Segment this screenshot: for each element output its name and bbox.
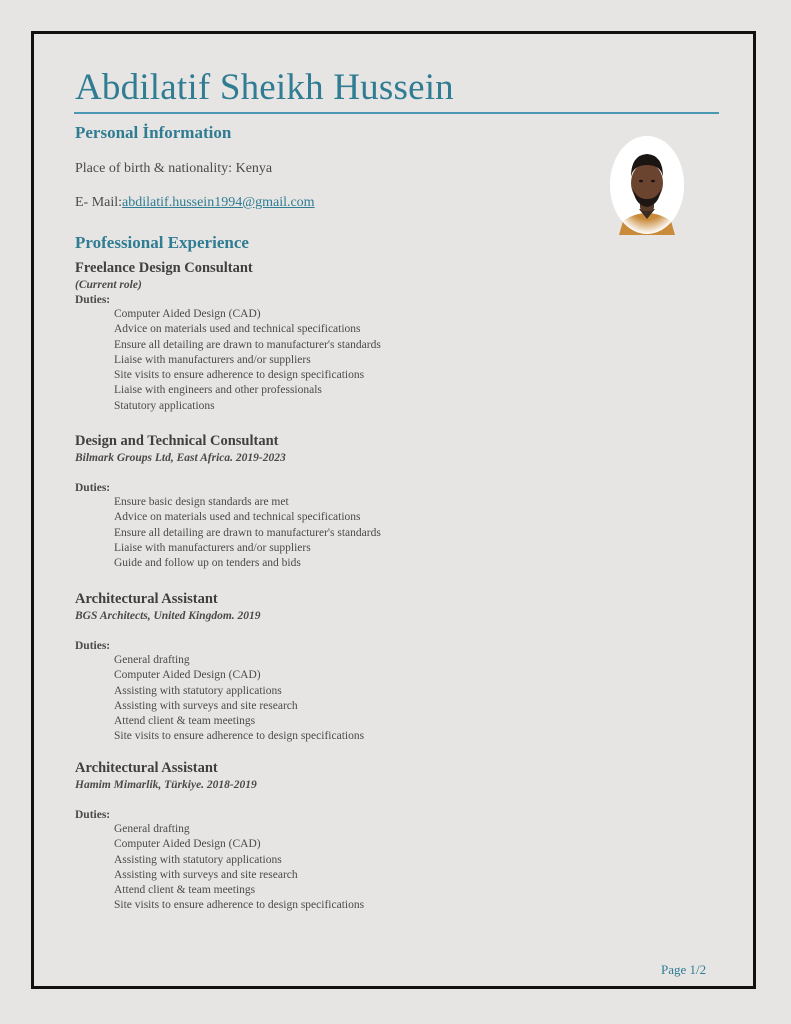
duty-item: Advice on materials used and technical specifications (114, 323, 361, 336)
duty-item: Liaise with manufacturers and/or suppliers (114, 541, 311, 554)
resume-name: Abdilatif Sheikh Hussein (75, 67, 454, 108)
duty-item: Statutory applications (114, 399, 215, 412)
duty-item: Attend client & team meetings (114, 715, 256, 728)
job-title: Freelance Design Consultant (75, 260, 253, 276)
duty-item: Site visits to ensure adherence to design specifications (114, 730, 365, 743)
birth-label: Place of birth & nationality: (75, 161, 233, 176)
duty-item: Ensure all detailing are drawn to manufacturer's standards (114, 338, 381, 351)
job-company: BGS Architects, United Kingdom. 2019 (75, 610, 261, 622)
page-number: Page 1/2 (661, 962, 707, 977)
duty-item: Computer Aided Design (CAD) (114, 669, 261, 682)
profile-photo (609, 135, 685, 235)
job-title: Architectural Assistant (75, 591, 218, 607)
professional-experience-heading: Professional Experience (75, 233, 249, 252)
job-entry (75, 760, 364, 914)
duty-item: Site visits to ensure adherence to design specifications (114, 369, 365, 382)
duty-item: Computer Aided Design (CAD) (114, 838, 261, 851)
header-rule (74, 112, 719, 114)
duty-item: Site visits to ensure adherence to design specifications (114, 899, 365, 912)
job-entry (75, 260, 381, 414)
birth-nationality-line (75, 161, 272, 177)
job-entry (75, 433, 381, 571)
duty-item: Liaise with manufacturers and/or suppliers (114, 353, 311, 366)
duties-label: Duties: (75, 482, 111, 494)
duties-label: Duties: (75, 294, 111, 306)
duties-list (75, 495, 381, 571)
birth-value: Kenya (235, 161, 273, 176)
duty-item: General drafting (114, 823, 190, 835)
duties-list (75, 822, 364, 914)
duties-list (75, 307, 381, 414)
job-title: Design and Technical Consultant (75, 433, 279, 449)
duty-item: Ensure basic design standards are met (114, 496, 289, 508)
duty-item: Liaise with engineers and other professionals (114, 384, 322, 397)
duty-item: General drafting (114, 654, 190, 666)
duty-item: Assisting with statutory applications (114, 853, 282, 866)
duty-item: Assisting with statutory applications (114, 684, 282, 697)
duty-item: Advice on materials used and technical specifications (114, 511, 361, 524)
job-entry (75, 591, 364, 745)
duty-item: Assisting with surveys and site research (114, 699, 298, 712)
duty-item: Guide and follow up on tenders and bids (114, 557, 301, 570)
job-company: Bilmark Groups Ltd, East Africa. 2019-2023 (75, 452, 286, 464)
email-line (75, 195, 315, 211)
duties-label: Duties: (75, 809, 111, 821)
job-company: Hamim Mimarlik, Türkiye. 2018-2019 (75, 779, 257, 791)
duty-item: Ensure all detailing are drawn to manufacturer's standards (114, 526, 381, 539)
duties-list (75, 653, 364, 745)
email-link[interactable]: abdilatif.hussein1994@gmail.com (122, 195, 315, 210)
duty-item: Computer Aided Design (CAD) (114, 308, 261, 320)
duty-item: Attend client & team meetings (114, 884, 256, 897)
job-company: (Current role) (75, 279, 142, 291)
job-title: Architectural Assistant (75, 760, 218, 776)
duties-label: Duties: (75, 640, 111, 652)
duty-item: Assisting with surveys and site research (114, 868, 298, 881)
personal-info-heading: Personal İnformation (75, 123, 232, 142)
email-label: E- Mail: (75, 195, 123, 210)
